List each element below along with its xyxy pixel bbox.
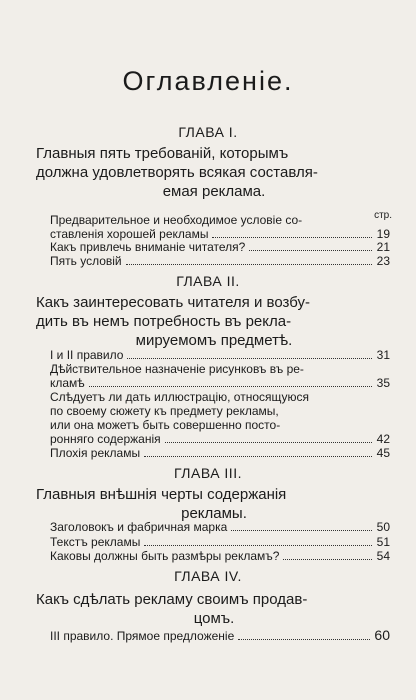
toc-entry-line: Плохія рекламы	[50, 446, 141, 460]
toc-entry-line: Предварительное и необходимое условіе со-	[50, 213, 303, 227]
dot-leader	[89, 386, 372, 387]
chapter-1-title-line: емая реклама.	[162, 183, 266, 200]
page-number: 19	[376, 227, 390, 241]
toc-entry-line: по своему сюжету къ предмету рекламы,	[50, 404, 279, 418]
page-number: 35	[376, 376, 390, 390]
chapter-4-title	[36, 590, 392, 628]
toc-entry	[50, 390, 390, 446]
toc-entry-line: Заголовокъ и фабричная марка	[50, 520, 228, 534]
toc-entry	[50, 535, 390, 549]
chapter-3-heading: ГЛАВА III.	[174, 465, 242, 481]
chapter-2-title-line: мируемомъ предметѣ.	[135, 332, 293, 349]
dot-leader	[144, 545, 372, 546]
page-title: Оглавленіе.	[122, 66, 294, 96]
toc-entry	[50, 628, 390, 643]
chapter-2-title-line: дить въ немъ потребность въ рекла-	[36, 313, 292, 330]
page-number: 54	[376, 549, 390, 563]
page-number: 23	[376, 254, 390, 268]
toc-entry-line: Слѣдуетъ ли дать иллюстрацію, относящуюся	[50, 390, 309, 404]
toc-entry	[50, 240, 390, 254]
toc-entry	[50, 549, 390, 563]
chapter-3-title-line: Главныя внѣшнія черты содержанія	[36, 486, 287, 503]
page-number: 60	[374, 627, 390, 643]
dot-leader	[249, 250, 372, 251]
toc-entry	[50, 254, 390, 268]
toc-entry	[50, 362, 390, 390]
dot-leader	[238, 639, 370, 640]
dot-leader	[283, 559, 372, 560]
chapter-4-heading: ГЛАВА IV.	[174, 568, 242, 584]
chapter-2-title	[36, 293, 392, 350]
page-number: 50	[376, 520, 390, 534]
page-number: 42	[376, 432, 390, 446]
chapter-2-title-line: Какъ заинтересовать читателя и возбу-	[36, 294, 310, 311]
toc-entry-line: Каковы должны быть размѣры рекламъ?	[50, 549, 280, 563]
dot-leader	[127, 358, 372, 359]
toc-entry-line: ронняго содержанія	[50, 432, 161, 446]
page-number: 31	[376, 348, 390, 362]
page-number: 45	[376, 446, 390, 460]
dot-leader	[212, 237, 372, 238]
dot-leader	[231, 530, 372, 531]
toc-entry-line: или она можетъ быть совершенно посто-	[50, 418, 281, 432]
dot-leader	[126, 264, 372, 265]
dot-leader	[165, 442, 372, 443]
dot-leader	[144, 456, 372, 457]
page-number: 21	[376, 240, 390, 254]
toc-entry-line: кламѣ	[50, 376, 85, 390]
chapter-1-title-line: Главныя пять требованій, которымъ	[36, 145, 289, 162]
toc-entry	[50, 446, 390, 460]
chapter-1-heading: ГЛАВА I.	[178, 124, 238, 140]
chapter-3-title-line: рекламы.	[181, 505, 247, 522]
toc-entry-line: Пять условій	[50, 254, 122, 268]
toc-entry	[50, 213, 390, 241]
chapter-4-title-line: цомъ.	[193, 610, 235, 627]
chapter-1-title	[36, 144, 392, 201]
toc-entry-line: ставленія хорошей рекламы	[50, 227, 209, 241]
toc-entry-line: Какъ привлечь вниманіе читателя?	[50, 240, 246, 254]
toc-entry-line: III правило. Прямое предложеніе	[50, 629, 235, 643]
chapter-3-title	[36, 485, 392, 523]
chapter-2-heading: ГЛАВА II.	[176, 273, 240, 289]
page-number: 51	[376, 535, 390, 549]
toc-entry-line: Дѣйствительное назначеніе рисунковъ въ ре-	[50, 362, 304, 376]
toc-entry-line: I и II правило	[50, 348, 124, 362]
toc-entry	[50, 348, 390, 362]
chapter-1-title-line: должна удовлетворять всякая составля-	[36, 164, 318, 181]
toc-entry	[50, 520, 390, 534]
page-column-label: стр.	[374, 210, 392, 221]
chapter-4-title-line: Какъ сдѣлать рекламу своимъ продав-	[36, 591, 308, 608]
toc-entry-line: Текстъ рекламы	[50, 535, 141, 549]
